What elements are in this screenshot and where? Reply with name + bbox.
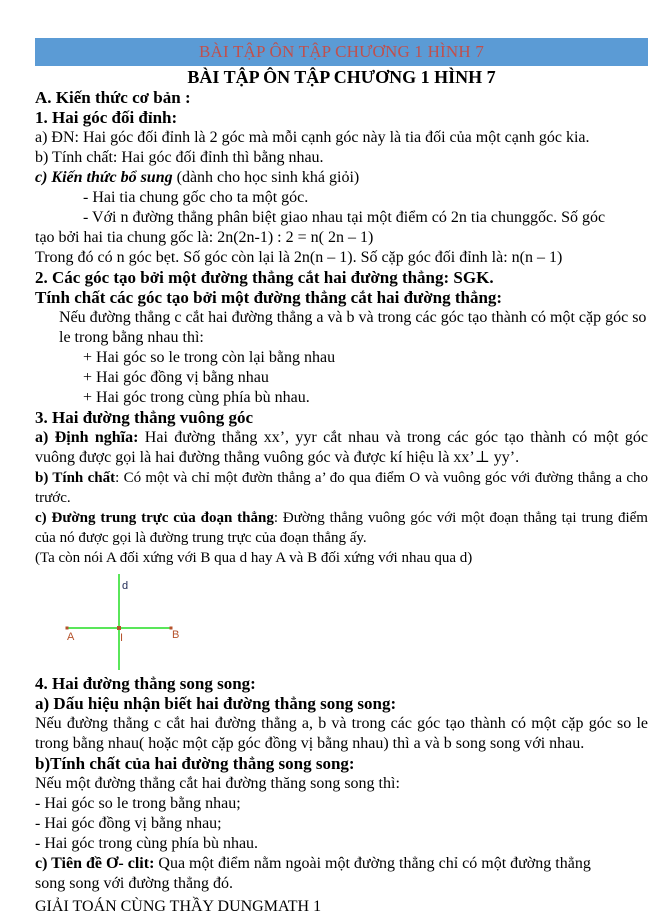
header-banner [35, 38, 648, 66]
section-4-b-heading: b)Tính chất của hai đường thẳng song song: [35, 754, 355, 773]
section-2-heading: 2. Các góc tạo bởi một đường thẳng cắt hai đường thẳng: SGK. [35, 268, 494, 287]
section-2-item: + Hai góc so le trong còn lại bằng nhau [83, 349, 336, 366]
section-1-heading: 1. Hai góc đối đỉnh: [35, 108, 178, 127]
section-3-note: (Ta còn nói A đối xứng với B qua d hay A và B đối xứng với nhau qua d) [35, 550, 473, 566]
section-4-b-item: - Hai góc đồng vị bằng nhau; [35, 815, 222, 832]
section-1-c-rest: (dành cho học sinh khá giỏi) [172, 169, 360, 186]
section-3-b-label: b) Tính chất [35, 470, 116, 486]
section-2-item: + Hai góc trong cùng phía bù nhau. [83, 389, 310, 406]
section-3-a [35, 428, 648, 468]
section-3-a-text: Hai đường thẳng xx’, yyr cắt nhau và trong các góc tạo thành có một góc vuông được gọi là hai đường thẳng vuông góc và được kí hiệu là xx’⊥ yy’. [35, 429, 648, 466]
section-4-c-label: c) Tiên đề Ơ- clit: [35, 855, 155, 872]
section-3-b-text: : Có một và chỉ một đườn thẳng a’ đo qua điểm O và vuông góc với đường thẳng a cho trước. [35, 470, 648, 506]
section-1-c-label: c) Kiến thức bổ sung [35, 169, 173, 186]
section-1-a: a) ĐN: Hai góc đối đỉnh là 2 góc mà mỗi cạnh góc này là tia đối của một cạnh góc kia. [35, 129, 590, 146]
section-4-b-item: - Hai góc trong cùng phía bù nhau. [35, 835, 259, 852]
section-3-a-label: a) Định nghĩa: [35, 429, 139, 446]
section-4-b-intro: Nếu một đường thẳng cắt hai đường thăng song song thì: [35, 775, 400, 792]
section-4-heading: 4. Hai đường thẳng song song: [35, 674, 256, 693]
section-4-a-text: Nếu đường thẳng c cắt hai đường thẳng a, b và trong các góc tạo thành có một cặp góc so le trong bằng nhau( hoặc một cặp góc đồng vị bằng nhau) thì a và b song song với nhau. [35, 715, 648, 752]
page-footer: GIẢI TOÁN CÙNG THẦY DUNGMATH 1 [35, 898, 322, 915]
section-1-c4: Trong đó có n góc bẹt. Số góc còn lại là 2n(n – 1). Số cặp góc đối đỉnh là: n(n – 1) [35, 249, 563, 266]
section-1-c [35, 168, 648, 188]
label-d: d [122, 580, 129, 592]
section-1-c1: - Hai tia chung gốc cho ta một góc. [83, 189, 309, 206]
section-4-a-heading: a) Dấu hiệu nhận biết hai đường thẳng song song: [35, 694, 397, 713]
section-2-subheading: Tính chất các góc tạo bởi một đường thẳng cắt hai đường thẳng: [35, 288, 503, 307]
section-4-b-item: - Hai góc so le trong bằng nhau; [35, 795, 241, 812]
perpendicular-bisector-diagram [35, 574, 648, 674]
label-b: B [172, 629, 180, 641]
bisector-figure [35, 574, 235, 674]
document-title: BÀI TẬP ÔN TẬP CHƯƠNG 1 HÌNH 7 [187, 67, 496, 87]
section-a-heading: A. Kiến thức cơ bản : [35, 88, 191, 107]
document-page [35, 38, 648, 918]
section-4-c [35, 854, 648, 894]
section-3-c [35, 508, 648, 548]
label-a: A [67, 631, 75, 643]
section-3-c-label: c) Đường trung trực của đoạn thẳng [35, 510, 274, 526]
section-3-heading: 3. Hai đường thẳng vuông góc [35, 408, 253, 427]
label-i: I [120, 632, 124, 644]
section-1-c3: tạo bởi hai tia chung gốc là: 2n(2n-1) : 2 = n( 2n – 1) [35, 229, 374, 246]
section-3-b [35, 468, 648, 508]
section-3-c-text: : Đường thẳng vuông góc với một đoạn thẳng tại trung điểm của nó được gọi là đường trung trực của đoạn thẳng ấy. [35, 510, 648, 546]
section-1-c2: - Với n đường thẳng phân biệt giao nhau tại một điểm có 2n tia chunggốc. Số góc [83, 209, 606, 226]
section-2-item: + Hai góc đồng vị bằng nhau [83, 369, 269, 386]
banner-title: BÀI TẬP ÔN TẬP CHƯƠNG 1 HÌNH 7 [198, 42, 485, 61]
section-2-paragraph: Nếu đường thẳng c cắt hai đường thẳng a và b và trong các góc tạo thành có một cặp góc so le trong bằng nhau thì: [59, 309, 647, 346]
section-1-b: b) Tính chất: Hai góc đối đỉnh thì bằng nhau. [35, 149, 324, 166]
section-4-c-text: Qua một điểm nằm ngoài một đường thẳng chỉ có một đường thẳng song song với đường thẳng đó. [35, 855, 591, 892]
